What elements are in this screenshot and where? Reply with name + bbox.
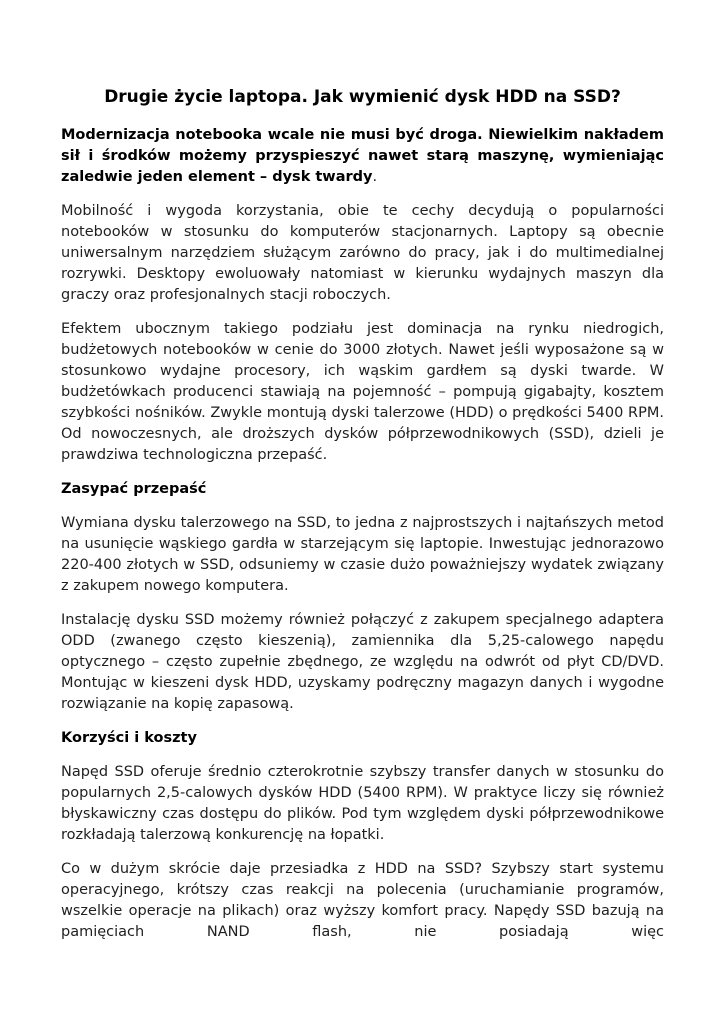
paragraph-mobility: Mobilność i wygoda korzystania, obie te cechy decydują o popularności notebooków w stosunku do komputerów stacjonarnych. Laptopy są obecnie uniwersalnym narzędziem służącym zarówno do pracy, jak i do multimedialnej rozrywki. Desktopy ewoluowały natomiast w kierunku wydajnych maszyn dla graczy oraz profesjonalnych stacji roboczych. <box>61 203 664 303</box>
lead-paragraph <box>61 125 664 188</box>
document-title: Drugie życie laptopa. Jak wymienić dysk HDD na SSD? <box>104 87 621 107</box>
paragraph-ssd-swap-cost: Wymiana dysku talerzowego na SSD, to jedna z najprostszych i najtańszych metod na usunięcie wąskiego gardła w starzejącym się laptopie. Inwestując jednorazowo 220-400 złotych w SSD, odsuniemy w czasie dużo poważniejszy wydatek związany z zakupem nowego komputera. <box>61 515 664 594</box>
paragraph-odd-adapter: Instalację dysku SSD możemy również połączyć z zakupem specjalnego adaptera ODD (zwanego często kieszenią), zamiennika dla 5,25-calowego napędu optycznego – często zupełnie zbędnego, ze względu na odwrót od płyt CD/DVD. Montując w kieszeni dysk HDD, uzyskamy podręczny magazyn danych i wygodne rozwiązanie na kopię zapasową. <box>61 612 664 712</box>
section-heading-fill-the-gap: Zasypać przepaść <box>61 481 207 497</box>
paragraph-ssd-transfer-speed: Napęd SSD oferuje średnio czterokrotnie szybszy transfer danych w stosunku do popularnych 2,5-calowych dysków HDD (5400 RPM). W praktyce liczy się również błyskawiczny czas dostępu do plików. Pod tym względem dyski półprzewodnikowe rozkładają talerzową konkurencję na łopatki. <box>61 764 664 843</box>
section-heading-benefits-costs: Korzyści i koszty <box>61 730 197 746</box>
paragraph-budget-notebooks: Efektem ubocznym takiego podziału jest dominacja na rynku niedrogich, budżetowych notebooków w cenie do 3000 złotych. Nawet jeśli wyposażone są w stosunkowo wydajne procesory, ich wąskim gardłem są dyski twarde. W budżetówkach producenci stawiają na pojemność – pompują gigabajty, kosztem szybkości nośników. Zwykle montują dyski talerzowe (HDD) o prędkości 5400 RPM. Od nowoczesnych, ale droższych dysków półprzewodnikowych (SSD), dzieli je prawdziwa technologiczna przepaść. <box>61 321 664 463</box>
paragraph-hdd-to-ssd-benefits: Co w dużym skrócie daje przesiadka z HDD na SSD? Szybszy start systemu operacyjnego, krótszy czas reakcji na polecenia (uruchamianie programów, wszelkie operacje na plikach) oraz wyższy komfort pracy. Napędy SSD bazują na pamięciach NAND flash, nie posiadają więc <box>61 861 664 940</box>
lead-bold-text: Modernizacja notebooka wcale nie musi być droga. Niewielkim nakładem sił i środków możemy przyspieszyć nawet starą maszynę, wymieniając zaledwie jeden element – dysk twardy <box>61 127 664 185</box>
lead-tail-period: . <box>372 169 378 185</box>
